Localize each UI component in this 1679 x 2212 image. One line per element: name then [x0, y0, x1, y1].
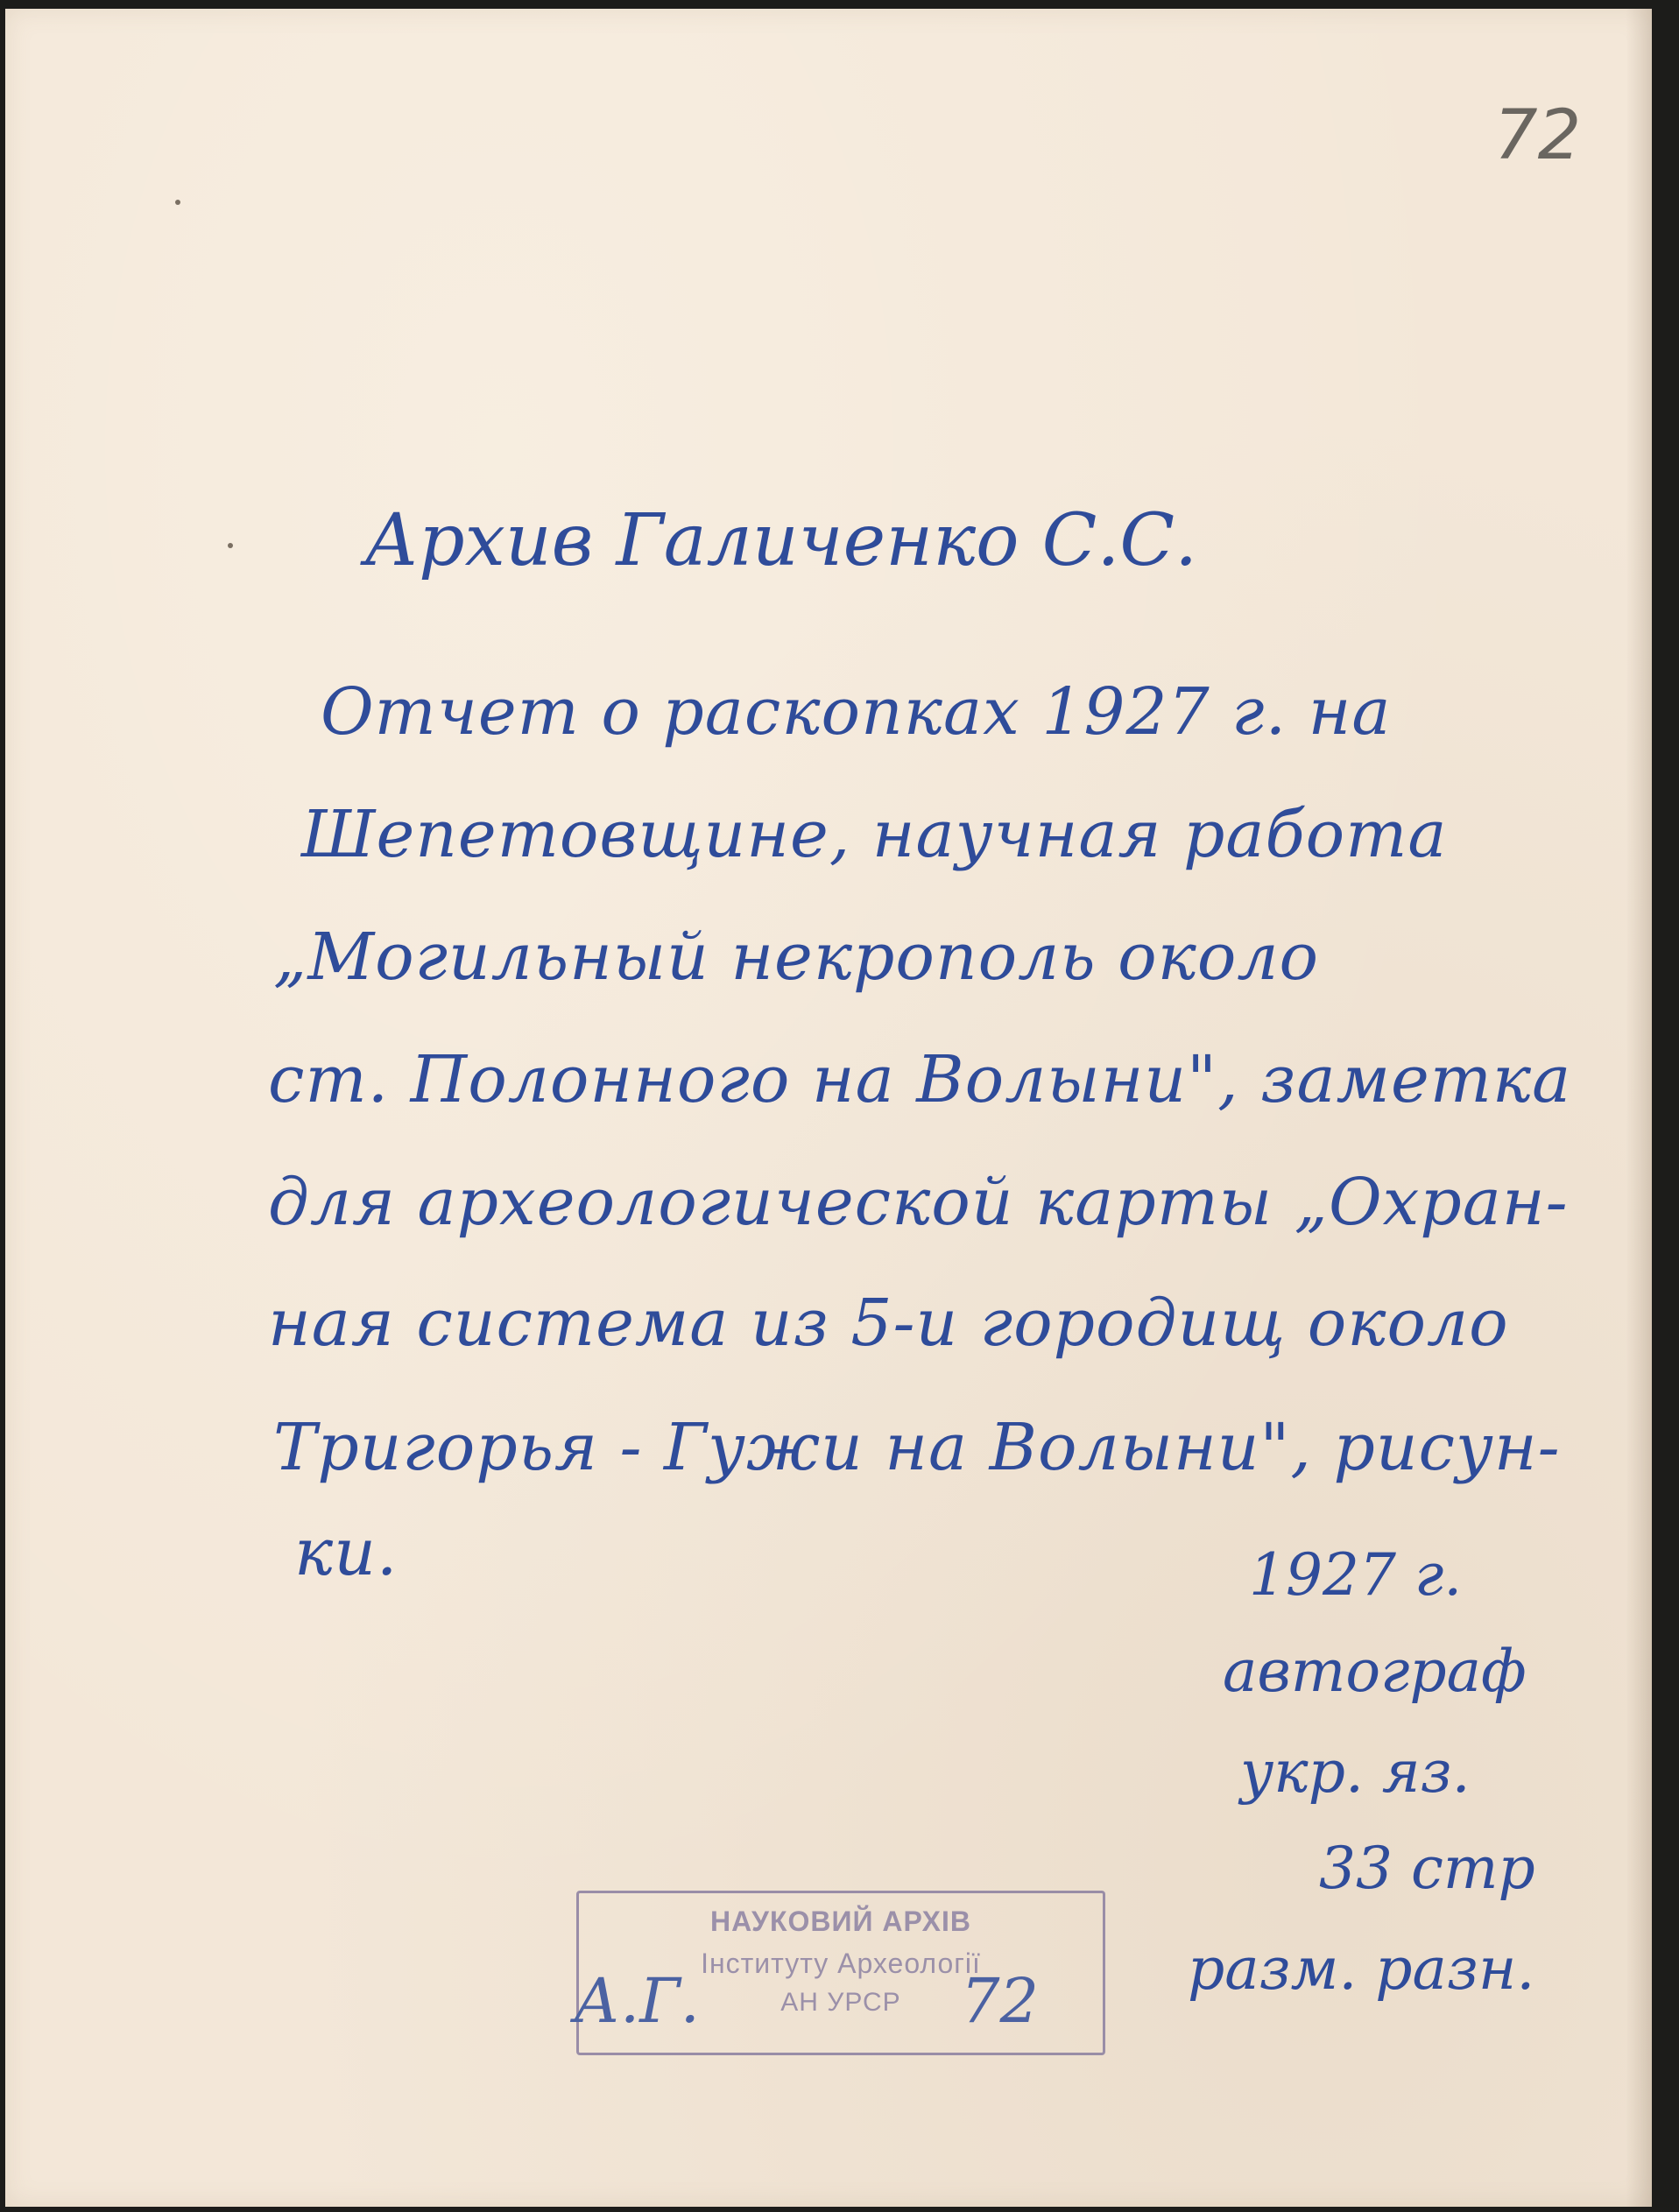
- page-number: 72: [1494, 96, 1582, 175]
- page-edge-shadow: [1626, 9, 1652, 2207]
- document-page: [5, 9, 1652, 2207]
- stamp-line-2: Інституту Археології: [701, 1948, 981, 1979]
- document-heading: Архив Галиченко С.С.: [364, 499, 1198, 582]
- body-line-1: Отчет о раскопках 1927 г. на: [321, 674, 1392, 750]
- stamp-line-3: АН УРСР: [780, 1988, 901, 2017]
- stamp-line-1: НАУКОВИЙ АРХІВ: [710, 1906, 971, 1937]
- body-line-6: ная система из 5-и городищ около: [268, 1286, 1509, 1361]
- body-line-5: для археологической карты „Охран-: [268, 1165, 1569, 1240]
- paper-speck: [175, 200, 180, 205]
- note-pages: 33 стр: [1319, 1835, 1535, 1902]
- body-line-7: Тригорья - Гужи на Волыни", рисун-: [273, 1410, 1561, 1485]
- archive-stamp: [576, 1891, 1105, 2055]
- note-autograph: автограф: [1223, 1638, 1527, 1705]
- body-line-3: „Могильный некрополь около: [273, 919, 1320, 995]
- body-line-2: Шепетовщине, научная работа: [301, 797, 1448, 872]
- note-year: 1927 г.: [1249, 1541, 1463, 1609]
- paper-speck: [228, 543, 233, 548]
- body-line-8: ки.: [294, 1515, 399, 1590]
- stamp-number: 72: [961, 1965, 1040, 2037]
- stamp-fund: А.Г.: [574, 1965, 700, 2037]
- body-line-4: ст. Полонного на Волыни", заметка: [268, 1042, 1572, 1117]
- note-language: укр. яз.: [1240, 1738, 1471, 1806]
- note-format: разм. разн.: [1188, 1935, 1535, 2003]
